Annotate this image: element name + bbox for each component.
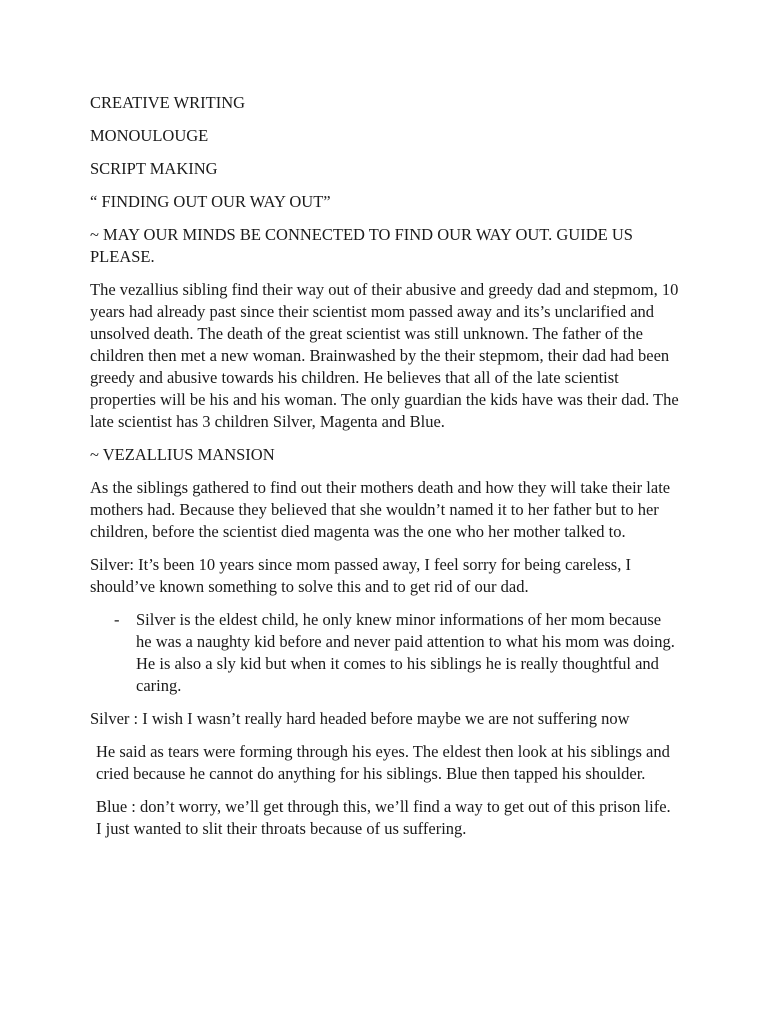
invocation-line: ~ MAY OUR MINDS BE CONNECTED TO FIND OUR WAY OUT. GUIDE US PLEASE. (90, 225, 633, 266)
scene-intro-paragraph: As the siblings gathered to find out their mothers death and how they will take their late mothers had. Because they believed that she wouldn’t named it to her father but to her children, before the scientist died magenta was the one who her mother talked to. (90, 478, 671, 541)
list-item (90, 609, 680, 697)
silver-dialogue-2: Silver : I wish I wasn’t really hard headed before maybe we are not suffering now (90, 709, 630, 728)
heading-creative-writing: CREATIVE WRITING (90, 93, 246, 112)
blue-dialogue: Blue : don’t worry, we’ll get through this, we’ll find a way to get out of this prison life. I just wanted to slit their throats because of us suffering. (96, 797, 671, 838)
script-title: “ FINDING OUT OUR WAY OUT” (90, 192, 331, 211)
synopsis-paragraph: The vezallius sibling find their way out of their abusive and greedy dad and stepmom, 10 years had already past since their scientist mom passed away and its’s unclarified and unsolved death. The death of the great scientist was still unknown. The father of the children then met a new woman. Brainwashed by the their stepmom, their dad had been greedy and abusive towards his children. He believes that all of the late scientist properties will be his and his woman. The only guardian the kids have was their dad. The late scientist has 3 children Silver, Magenta and Blue. (90, 280, 679, 431)
heading-monologue: MONOULOUGE (90, 126, 209, 145)
heading-script-making: SCRIPT MAKING (90, 159, 218, 178)
bullet-dash-icon: - (114, 610, 120, 629)
silver-dialogue-1: Silver: It’s been 10 years since mom passed away, I feel sorry for being careless, I should’ve known something to solve this and to get rid of our dad. (90, 555, 631, 596)
document-body (90, 92, 680, 851)
narration-paragraph: He said as tears were forming through his eyes. The eldest then look at his siblings and cried because he cannot do anything for his siblings. Blue then tapped his shoulder. (96, 742, 670, 783)
setting-line: ~ VEZALLIUS MANSION (90, 445, 275, 464)
silver-character-note: Silver is the eldest child, he only knew minor informations of her mom because he was a naughty kid before and never paid attention to what his mom was doing. He is also a sly kid but when it comes to his siblings he is really thoughtful and caring. (136, 610, 675, 695)
